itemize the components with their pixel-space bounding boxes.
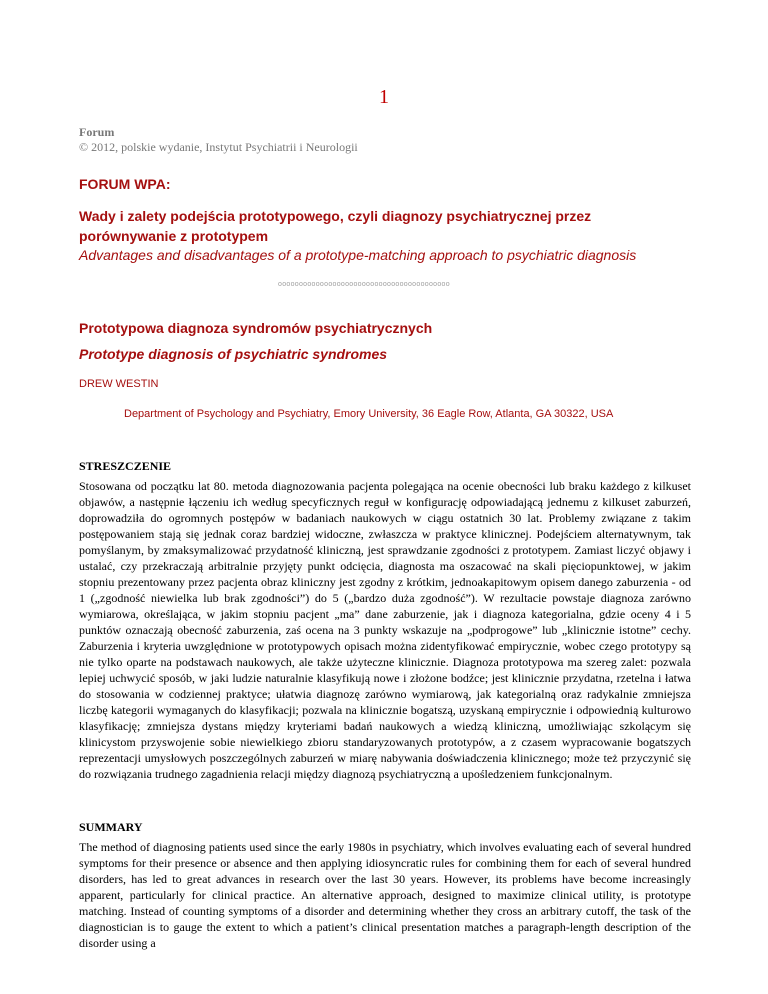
- journal-label: Forum: [79, 125, 115, 139]
- forum-heading: FORUM WPA:: [79, 176, 171, 192]
- page-number: 1: [379, 86, 389, 108]
- forum-title-english: Advantages and disadvantages of a prototype-matching approach to psychiatric diagnosis: [79, 247, 637, 263]
- summary-text: The method of diagnosing patients used since the early 1980s in psychiatry, which involves evaluating each of several hundred symptoms for their presence or absence and then applying idiosyncratic rules for combining them for each of several hundred disorders, has led to great advances in research over the last 30 years. However, its problems have become increasingly apparent, particularly for clinical practice. An alternative approach, designed to maximize clinical utility, is prototype matching. Instead of counting symptoms of a disorder and determining whether they cross an arbitrary cutoff, the task of the diagnostician is to gauge the extent to which a patient’s clinical presentation matches a paragraph-length description of the disorder using a: [79, 840, 691, 950]
- article-affiliation: Department of Psychology and Psychiatry, Emory University, 36 Eagle Row, Atlanta, GA 30322, USA: [124, 408, 614, 420]
- copyright-line: © 2012, polskie wydanie, Instytut Psychiatrii i Neurologii: [79, 140, 358, 154]
- article-author: DREW WESTIN: [79, 378, 159, 390]
- article-title-polish: Prototypowa diagnoza syndromów psychiatrycznych: [79, 320, 433, 336]
- article-title-english: Prototype diagnosis of psychiatric syndromes: [79, 346, 388, 362]
- section-divider: ooooooooooooooooooooooooooooooooooooooooo: [278, 281, 450, 288]
- streszczenie-heading: STRESZCZENIE: [79, 459, 172, 473]
- summary-heading: SUMMARY: [79, 820, 143, 834]
- forum-title-polish: Wady i zalety podejścia prototypowego, czyli diagnozy psychiatrycznej przez porównywanie z prototypem: [79, 208, 592, 244]
- streszczenie-text: Stosowana od początku lat 80. metoda diagnozowania pacjenta polegająca na ocenie obecności lub braku każdego z kilkuset objawów, a następnie łączeniu ich według specyficznych reguł w konfigurację odpowiadającą jednemu z kilkuset zaburzeń, doprowadziła do ogromnych postępów w badaniach naukowych w ciągu ostatnich 30 lat. Problemy związane z takim postępowaniem stają się jednak coraz bardziej widoczne, zwłaszcza w praktyce klinicznej. Podejściem alternatywnym, tak pomyślanym, by zmaksymalizować przydatność kliniczną, jest sprawdzanie zgodności z prototypem. Zamiast liczyć objawy i ustalać, czy przekraczają arbitralnie przyjęty punkt odcięcia, diagnosta ma oszacować na skali pięciopunktowej, w jakim stopniu prezentowany przez pacjenta obraz kliniczny jest zgodny z krótkim, jednoakapitowym opisem danego zaburzenia - od 1 („zgodność niewielka lub brak zgodności”) do 5 („bardzo duża zgodność”). W rezultacie powstaje diagnoza zarówno wymiarowa, określająca, w jakim stopniu pacjent „ma” dane zaburzenie, jak i diagnoza kategorialna, gdzie oceny 4 i 5 punktów oznaczają obecność zaburzenia, zaś ocena na 3 punkty wskazuje na „podprogowe” lub „klinicznie istotne” cechy. Zaburzenia i kryteria uwzględnione w prototypowych opisach można zidentyfikować empirycznie, wobec czego prototypy są nie tylko oparte na podstawach naukowych, ale także użyteczne klinicznie. Diagnoza prototypowa ma szereg zalet: pozwala lepiej uchwycić sposób, w jaki ludzie naturalnie klasyfikują nowe i złożone bodźce; jest klinicznie przydatna, rzetelna i łatwa do stosowania w codziennej praktyce; ułatwia diagnozę zarówno wymiarową, jak kategorialną oraz radykalnie zmniejsza liczbę kategorii wymaganych do klasyfikacji; pozwala na klinicznie bogatszą, uzyskaną empirycznie i odpowiednią kulturowo klasyfikację; zmniejsza dystans między kryteriami badań naukowych a wiedzą kliniczną, umożliwiając szkolącym się klinicystom przyswojenie sobie niewielkiego zbioru standaryzowanych prototypów, a z czasem wypracowanie bogatszych reprezentacji umysłowych poszczególnych zaburzeń w miarę nabywania doświadczenia klinicznego; może też przyczynić się do rozwiązania trudnego zagadnienia relacji między diagnozą psychiatryczną a upośledzeniem funkcjonalnym.: [79, 479, 691, 781]
